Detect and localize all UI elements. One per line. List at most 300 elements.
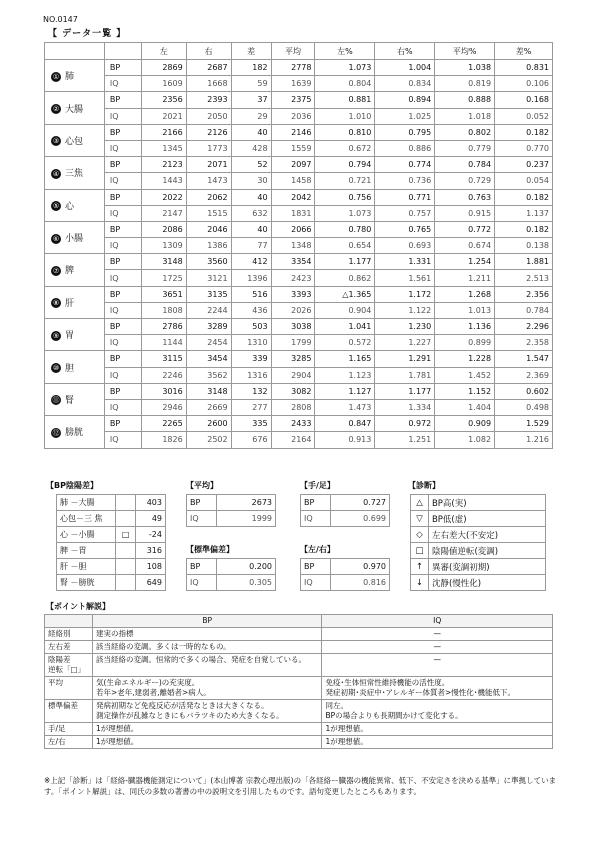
table-cell: 0.802 <box>435 124 495 140</box>
organ-number: ⑨ <box>52 331 60 340</box>
table-cell: 1826 <box>141 432 186 448</box>
table-cell: 52 <box>231 157 271 173</box>
table-cell: 2433 <box>271 416 315 432</box>
inyou-title: 【BP陰陽差】 <box>46 481 98 490</box>
table-row <box>45 383 553 399</box>
table-cell: 0.654 <box>315 238 375 254</box>
table-cell: 1.334 <box>375 399 435 415</box>
table-cell: 2097 <box>271 157 315 173</box>
table-cell: 1.211 <box>435 270 495 286</box>
notes-col-iq: IQ <box>322 615 553 628</box>
row-label-iq: IQ <box>104 140 141 156</box>
note-bp: 1が理想値。 <box>92 723 322 736</box>
organ-number: ① <box>52 72 60 81</box>
pair-value: 316 <box>136 543 166 559</box>
table-cell: 2147 <box>141 205 186 221</box>
table-cell: 0.182 <box>495 124 553 140</box>
table-row: IQ 0.816 <box>301 575 390 591</box>
col-diff-pct: 差% <box>495 43 553 60</box>
table-cell: 1309 <box>141 238 186 254</box>
table-cell: 1.251 <box>375 432 435 448</box>
col-left-pct: 左% <box>315 43 375 60</box>
diagnosis-symbol: □ <box>411 543 429 559</box>
table-cell: 2164 <box>271 432 315 448</box>
table-cell: 0.894 <box>375 92 435 108</box>
table-cell: 2265 <box>141 416 186 432</box>
note-bp: 1が理想値。 <box>92 736 322 749</box>
table-row <box>411 575 546 591</box>
table-cell: 3651 <box>141 286 186 302</box>
table-cell: 30 <box>231 173 271 189</box>
row-label-iq: IQ <box>104 76 141 92</box>
organ-name: 膀胱 <box>65 428 84 439</box>
table-cell: 2786 <box>141 319 186 335</box>
table-cell: 1639 <box>271 76 315 92</box>
pair-label: 肝 －胆 <box>57 559 116 575</box>
diagnosis-text: 異審(変調初期) <box>428 559 545 575</box>
note-iq: — <box>322 641 553 654</box>
row-label-iq: IQ <box>104 432 141 448</box>
table-cell: 1473 <box>186 173 231 189</box>
table-cell: 3135 <box>186 286 231 302</box>
table-row <box>45 189 553 205</box>
organ-name: 心包 <box>65 136 84 147</box>
table-cell: 2687 <box>186 60 231 76</box>
table-cell: 40 <box>231 189 271 205</box>
pair-label: 心包－三 焦 <box>57 511 116 527</box>
table-cell: 3393 <box>271 286 315 302</box>
table-row: BP 0.727 <box>301 495 390 511</box>
table-row <box>45 124 553 140</box>
organ-number: ⑥ <box>52 234 60 243</box>
note-key: 左/右 <box>45 736 93 749</box>
table-cell: 1668 <box>186 76 231 92</box>
row-label-bp: BP <box>104 286 141 302</box>
note-key: 左右差 <box>45 641 93 654</box>
table-cell: 3121 <box>186 270 231 286</box>
table-row <box>45 286 553 302</box>
row-label-bp: BP <box>104 124 141 140</box>
table-cell: 0.774 <box>375 157 435 173</box>
table-cell: 1.268 <box>435 286 495 302</box>
row-label-bp: BP <box>104 189 141 205</box>
teashi-title: 【手/足】 <box>300 481 335 490</box>
organ-name: 胃 <box>65 331 75 342</box>
table-cell: 2.513 <box>495 270 553 286</box>
table-cell: 2.296 <box>495 319 553 335</box>
pair-value: 108 <box>136 559 166 575</box>
table-cell: 1.177 <box>315 254 375 270</box>
row-label-iq: IQ <box>104 108 141 124</box>
note-iq: — <box>322 654 553 677</box>
table-cell: 1.073 <box>315 60 375 76</box>
table-cell: 3148 <box>141 254 186 270</box>
table-cell: 339 <box>231 351 271 367</box>
table-row <box>45 335 553 351</box>
table-cell: 0.756 <box>315 189 375 205</box>
organ-name-cell <box>45 416 105 448</box>
organ-number: ⑧ <box>52 299 60 308</box>
table-row <box>45 736 553 749</box>
table-row <box>45 270 553 286</box>
table-cell: 3082 <box>271 383 315 399</box>
table-cell: 0.498 <box>495 399 553 415</box>
table-cell: 1.227 <box>375 335 435 351</box>
table-row <box>57 559 166 575</box>
table-cell: 1559 <box>271 140 315 156</box>
table-cell: 412 <box>231 254 271 270</box>
table-cell: 2.369 <box>495 367 553 383</box>
table-row: IQ 0.305 <box>187 575 276 591</box>
heikin-table <box>186 494 276 527</box>
table-row <box>45 238 553 254</box>
table-cell: 0.736 <box>375 173 435 189</box>
table-cell: 40 <box>231 221 271 237</box>
organ-name: 小腸 <box>65 234 84 245</box>
table-cell: 335 <box>231 416 271 432</box>
table-cell: 2778 <box>271 60 315 76</box>
table-cell: 0.886 <box>375 140 435 156</box>
table-row <box>45 416 553 432</box>
table-row <box>45 319 553 335</box>
organ-name: 肺 <box>65 72 75 83</box>
reversal-mark <box>116 575 136 591</box>
reversal-mark <box>116 511 136 527</box>
organ-name-cell <box>45 221 105 253</box>
table-cell: 0.804 <box>315 76 375 92</box>
note-bp: 建実の指標 <box>92 628 322 641</box>
table-cell: 1725 <box>141 270 186 286</box>
organ-name-cell <box>45 124 105 156</box>
table-row: IQ 0.699 <box>301 511 390 527</box>
table-cell: 1458 <box>271 173 315 189</box>
inyou-table <box>56 494 166 591</box>
table-cell: 1.172 <box>375 286 435 302</box>
table-cell: 3016 <box>141 383 186 399</box>
teashi-table <box>300 494 390 527</box>
table-cell: 0.602 <box>495 383 553 399</box>
table-cell: 37 <box>231 92 271 108</box>
table-cell: 0.904 <box>315 302 375 318</box>
table-cell: 1.010 <box>315 108 375 124</box>
reversal-mark <box>116 495 136 511</box>
table-cell: 0.772 <box>435 221 495 237</box>
table-cell: 0.763 <box>435 189 495 205</box>
table-cell: 0.052 <box>495 108 553 124</box>
table-row <box>45 108 553 124</box>
table-cell: 3285 <box>271 351 315 367</box>
reversal-mark <box>116 559 136 575</box>
table-cell: 1.127 <box>315 383 375 399</box>
table-cell: 0.862 <box>315 270 375 286</box>
table-cell: 2.358 <box>495 335 553 351</box>
table-cell: 0.168 <box>495 92 553 108</box>
table-cell: 0.913 <box>315 432 375 448</box>
table-cell: 1345 <box>141 140 186 156</box>
notes-header-row <box>45 615 553 628</box>
table-cell: 77 <box>231 238 271 254</box>
table-cell: 2946 <box>141 399 186 415</box>
table-cell: 0.881 <box>315 92 375 108</box>
table-row <box>57 495 166 511</box>
table-cell: 2600 <box>186 416 231 432</box>
table-cell: 1.452 <box>435 367 495 383</box>
table-row <box>45 60 553 76</box>
table-cell: △1.365 <box>315 286 375 302</box>
pair-label: 脾 －胃 <box>57 543 116 559</box>
table-cell: 1.041 <box>315 319 375 335</box>
table-cell: 428 <box>231 140 271 156</box>
diagnosis-symbol: ▽ <box>411 511 429 527</box>
table-cell: 1.781 <box>375 367 435 383</box>
row-label-bp: BP <box>104 319 141 335</box>
table-cell: 277 <box>231 399 271 415</box>
table-cell: 2086 <box>141 221 186 237</box>
table-cell: 2126 <box>186 124 231 140</box>
table-cell: 2026 <box>271 302 315 318</box>
note-bp: 気(生命エネルギー)の充実度。 若年>老年,建弱者,離婚者>病人。 <box>92 677 322 700</box>
table-row <box>45 628 553 641</box>
table-cell: 1.881 <box>495 254 553 270</box>
table-cell: 0.915 <box>435 205 495 221</box>
table-cell: 1.013 <box>435 302 495 318</box>
table-row <box>45 76 553 92</box>
notes-col-bp: BP <box>92 615 322 628</box>
table-row <box>411 559 546 575</box>
table-cell: 1831 <box>271 205 315 221</box>
table-cell: 0.572 <box>315 335 375 351</box>
organ-name: 大腸 <box>65 104 84 115</box>
table-row: BP 2673 <box>187 495 276 511</box>
table-cell: 0.770 <box>495 140 553 156</box>
table-row <box>57 511 166 527</box>
table-cell: 1808 <box>141 302 186 318</box>
table-cell: 1.122 <box>375 302 435 318</box>
table-cell: 1.561 <box>375 270 435 286</box>
table-cell: 1515 <box>186 205 231 221</box>
table-cell: 59 <box>231 76 271 92</box>
table-cell: 1396 <box>231 270 271 286</box>
col-avg-pct: 平均% <box>435 43 495 60</box>
table-row <box>411 543 546 559</box>
table-cell: 1310 <box>231 335 271 351</box>
table-cell: 2036 <box>271 108 315 124</box>
table-row <box>45 254 553 270</box>
table-row <box>411 511 546 527</box>
table-cell: 1.018 <box>435 108 495 124</box>
table-cell: 3354 <box>271 254 315 270</box>
note-iq: — <box>322 628 553 641</box>
document-number: NO.0147 <box>43 15 78 24</box>
table-row: BP 0.970 <box>301 559 390 575</box>
table-cell: 0.765 <box>375 221 435 237</box>
organ-name: 脾 <box>65 266 75 277</box>
table-cell: 2904 <box>271 367 315 383</box>
table-cell: 436 <box>231 302 271 318</box>
col-avg: 平均 <box>271 43 315 60</box>
pair-label: 心 －小腸 <box>57 527 116 543</box>
table-cell: 1.136 <box>435 319 495 335</box>
table-cell: 2454 <box>186 335 231 351</box>
table-cell: 1.228 <box>435 351 495 367</box>
note-key: 平均 <box>45 677 93 700</box>
table-cell: 1.004 <box>375 60 435 76</box>
row-label-bp: BP <box>104 416 141 432</box>
table-cell: 0.106 <box>495 76 553 92</box>
table-cell: 0.138 <box>495 238 553 254</box>
table-cell: 503 <box>231 319 271 335</box>
organ-name-cell <box>45 319 105 351</box>
table-cell: 2423 <box>271 270 315 286</box>
table-cell: 0.672 <box>315 140 375 156</box>
table-cell: 3562 <box>186 367 231 383</box>
table-cell: 2166 <box>141 124 186 140</box>
row-label-bp: BP <box>104 254 141 270</box>
table-cell: 2375 <box>271 92 315 108</box>
table-cell: 0.674 <box>435 238 495 254</box>
diagnosis-symbol: ◇ <box>411 527 429 543</box>
table-cell: 0.888 <box>435 92 495 108</box>
table-cell: 1.073 <box>315 205 375 221</box>
table-cell: 0.182 <box>495 189 553 205</box>
table-cell: 3454 <box>186 351 231 367</box>
organ-name: 肝 <box>65 298 75 309</box>
table-cell: 0.847 <box>315 416 375 432</box>
table-cell: 0.693 <box>375 238 435 254</box>
table-cell: 0.899 <box>435 335 495 351</box>
table-cell: 1.038 <box>435 60 495 76</box>
row-label-iq: IQ <box>104 399 141 415</box>
sayuu-title: 【左/右】 <box>300 545 335 554</box>
table-cell: 0.784 <box>495 302 553 318</box>
col-diff: 差 <box>231 43 271 60</box>
table-row: BP 0.200 <box>187 559 276 575</box>
diagnosis-symbol: ↓ <box>411 575 429 591</box>
table-row <box>45 654 553 677</box>
row-label-bp: BP <box>104 351 141 367</box>
pair-label: 腎 －膀胱 <box>57 575 116 591</box>
table-cell: 2066 <box>271 221 315 237</box>
organ-name-cell <box>45 92 105 124</box>
table-cell: 1.165 <box>315 351 375 367</box>
table-cell: 2042 <box>271 189 315 205</box>
row-label-iq: IQ <box>104 238 141 254</box>
table-cell: 3038 <box>271 319 315 335</box>
table-cell: 1386 <box>186 238 231 254</box>
diagnosis-text: BP低(虚) <box>428 511 545 527</box>
organ-number: ⑦ <box>52 266 60 275</box>
table-cell: 0.909 <box>435 416 495 432</box>
table-row <box>45 367 553 383</box>
table-row <box>45 641 553 654</box>
table-cell: 0.819 <box>435 76 495 92</box>
data-list-title: 【 データ一覧 】 <box>48 29 127 39</box>
organ-number: ⑪ <box>52 396 60 405</box>
table-cell: 2869 <box>141 60 186 76</box>
organ-name: 心 <box>65 201 75 212</box>
table-cell: 1.216 <box>495 432 553 448</box>
table-cell: 132 <box>231 383 271 399</box>
organ-number: ⑤ <box>52 202 60 211</box>
organ-name-cell <box>45 254 105 286</box>
notes-table <box>44 614 553 749</box>
organ-name-cell <box>45 189 105 221</box>
table-cell: 2356 <box>141 92 186 108</box>
table-cell: 0.054 <box>495 173 553 189</box>
table-row <box>45 157 553 173</box>
heikin-title: 【平均】 <box>186 481 218 490</box>
table-row: IQ 1999 <box>187 511 276 527</box>
table-cell: 516 <box>231 286 271 302</box>
table-cell: 1.254 <box>435 254 495 270</box>
table-cell: 0.834 <box>375 76 435 92</box>
col-right: 右 <box>186 43 231 60</box>
table-cell: 0.795 <box>375 124 435 140</box>
organ-name-cell <box>45 383 105 415</box>
table-cell: 182 <box>231 60 271 76</box>
organ-number: ⑩ <box>52 364 60 373</box>
table-cell: 1.177 <box>375 383 435 399</box>
table-cell: 1773 <box>186 140 231 156</box>
table-row <box>45 205 553 221</box>
sayuu-table <box>300 558 390 591</box>
table-cell: 2.356 <box>495 286 553 302</box>
table-cell: 3560 <box>186 254 231 270</box>
diagnosis-text: 左右差大(不安定) <box>428 527 545 543</box>
table-row <box>57 543 166 559</box>
table-cell: 2123 <box>141 157 186 173</box>
footer-note: ※上記「診断」は「経絡-臓器機能測定について」(本山博著 宗教心理出版)の「各経絡ー臓器の機能異常、低下、不安定さを決める基準」に準拠しています。「ポイント解説」は、同氏の多数の著書の中の説明文を引用したものです。語句変更したところもあります。 <box>44 776 557 796</box>
note-bp: 該当経絡の変調。多くは一時的なもの。 <box>92 641 322 654</box>
hyoujun-table <box>186 558 276 591</box>
note-bp: 発病初期など免疫反応が活発なときは大きくなる。 測定操作が乱雑なときにもバラツキのため大きくなる。 <box>92 700 322 723</box>
note-iq: 免疫･生体恒常性維持機能の活性度。 発症初期･炎症中･アレルギー体質者>慢性化･機能低下。 <box>322 677 553 700</box>
organ-name-cell <box>45 286 105 318</box>
table-cell: 2071 <box>186 157 231 173</box>
pair-value: -24 <box>136 527 166 543</box>
row-label-bp: BP <box>104 60 141 76</box>
table-cell: 1.137 <box>495 205 553 221</box>
diagnosis-symbol: △ <box>411 495 429 511</box>
table-cell: 2146 <box>271 124 315 140</box>
table-row <box>57 575 166 591</box>
diagnosis-text: BP高(実) <box>428 495 545 511</box>
organ-name: 胆 <box>65 363 75 374</box>
pair-value: 49 <box>136 511 166 527</box>
table-cell: 632 <box>231 205 271 221</box>
table-cell: 2022 <box>141 189 186 205</box>
shindan-table <box>410 494 546 591</box>
table-cell: 0.784 <box>435 157 495 173</box>
organ-name-cell <box>45 351 105 383</box>
table-cell: 2062 <box>186 189 231 205</box>
diagnosis-text: 陰陽値逆転(変調) <box>428 543 545 559</box>
table-cell: 1.082 <box>435 432 495 448</box>
table-cell: 0.810 <box>315 124 375 140</box>
table-row <box>45 432 553 448</box>
table-cell: 2669 <box>186 399 231 415</box>
table-row <box>411 495 546 511</box>
table-cell: 1.123 <box>315 367 375 383</box>
row-label-bp: BP <box>104 92 141 108</box>
row-label-iq: IQ <box>104 302 141 318</box>
row-label-bp: BP <box>104 383 141 399</box>
table-cell: 1443 <box>141 173 186 189</box>
col-left: 左 <box>141 43 186 60</box>
table-row <box>411 527 546 543</box>
diagnosis-symbol: ↑ <box>411 559 429 575</box>
table-cell: 0.757 <box>375 205 435 221</box>
